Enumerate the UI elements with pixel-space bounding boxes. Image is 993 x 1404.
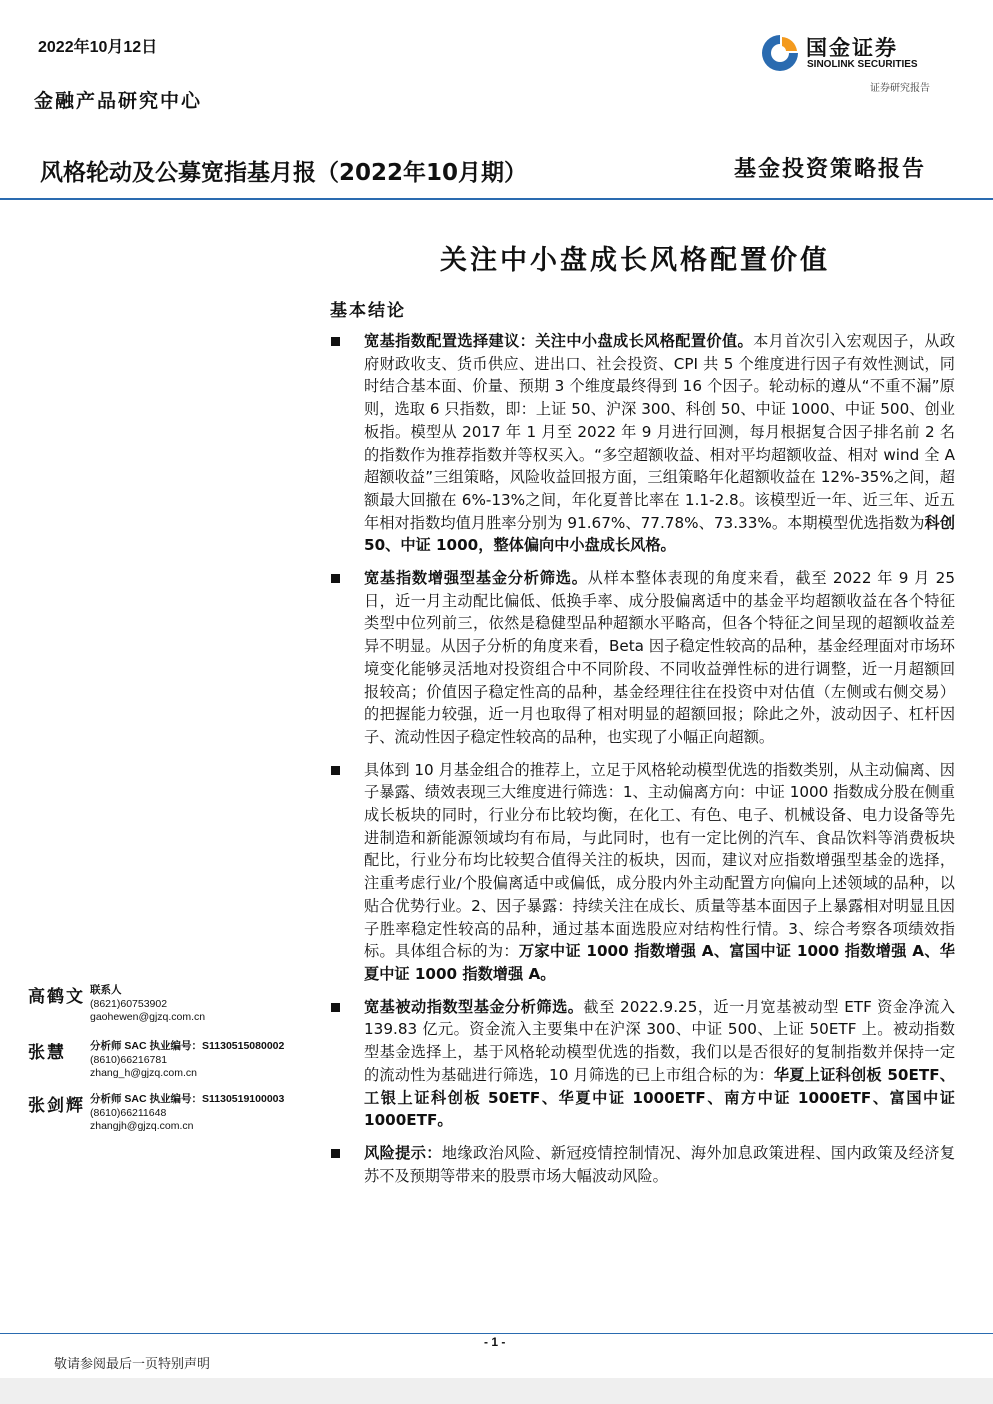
footer-divider <box>0 1333 993 1334</box>
analyst-info <box>90 1093 284 1134</box>
analyst-name: 高鹤文 <box>28 987 85 1007</box>
bullet-lead: 宽基指数增强型基金分析筛选。 <box>364 569 588 588</box>
bullet-item <box>330 1142 955 1187</box>
analyst-role: 分析师 SAC 执业编号：S1130515080002 <box>90 1040 285 1052</box>
analyst-phone: (8621)60753902 <box>90 997 168 1010</box>
bullet-body: 从样本整体表现的角度来看，截至 2022 年 9 月 25 日，近一月主动配比偏低、低换手率、成分股偏离适中的基金平均超额收益在各个特征类型中位列前三，依然是稳健型品种超额水平略高，但各个特征之间呈现的超额收益差异不明显。从因子分析的角度来看，Beta 因子稳定性较高的品种，基金经理面对市场环境变化能够灵活地对投资组合中不同阶段、不同收益弹性标的进行调整，近一月超额回报较高；价值因子稳定性高的品种，基金经理往往在投资中对估值（左侧或右侧交易）的把握能力较强，近一月也取得了相对明显的超额回报；除此之外，波动因子、杠杆因子、流动性因子稳定性较高的品种，也实现了小幅正向超额。 <box>364 569 955 746</box>
square-bullet-icon <box>331 574 340 583</box>
bullet-tail: 科创 50、中证 1000，整体偏向中小盘成长风格。 <box>364 513 956 555</box>
report-title: 风格轮动及公募宽指基月报（2022年10月期） <box>40 160 528 186</box>
bottom-band <box>0 1378 993 1404</box>
bullet-item <box>330 996 955 1132</box>
bullet-item <box>330 759 955 986</box>
bullet-body: 截至 2022.9.25，近一月宽基被动型 ETF 资金净流入 139.83 亿元。资金流入主要集中在沪深 300、中证 500、上证 50ETF 上。被动指数型基金选择上，基于风格轮动模型优选的指数，我们以是否很好的复制指数并保持一定的流动性为基础进行筛选，10 月筛选的已上市组合标的为： <box>364 997 955 1084</box>
square-bullet-icon <box>331 1003 340 1012</box>
logo-english-name: SINOLINK SECURITIES <box>807 59 918 70</box>
main-title: 关注中小盘成长风格配置价值 <box>440 245 830 276</box>
bullet-body: 具体到 10 月基金组合的推荐上，立足于风格轮动模型优选的指数类别，从主动偏离、因子暴露、绩效表现三大维度进行筛选：1、主动偏离方向：中证 1000 指数成分股在侧重成长板块的同时，行业分布比较均衡，在化工、有色、电子、机械设备、电力设备等先进制造和新能源领域均有布局，与此同时，也有一定比例的汽车、食品饮料等消费板块配比，行业分布均比较契合值得关注的板块，因而，建议对应指数增强型基金的选择，注重考虑行业/个股偏离适中或偏低，成分股内外主动配置方向偏向上述领域的品种，以贴合优势行业。2、因子暴露：持续关注在成长、质量等基本面因子上暴露相对明显且因子胜率稳定性较高的品种，通过基本面选股应对结构性行情。3、综合考察各项绩效指标。具体组合标的为： <box>364 760 955 961</box>
logo-chinese-name: 国金证券 <box>806 36 898 60</box>
bullet-tail: 华夏上证科创板 50ETF、工银上证科创板 50ETF、华夏中证 1000ETF、南方中证 1000ETF、富国中证 1000ETF。 <box>364 1065 955 1130</box>
report-date: 2022年10月12日 <box>38 39 158 56</box>
analyst-name: 张慧 <box>28 1043 66 1063</box>
header-divider <box>0 198 993 200</box>
bullet-lead: 宽基指数配置选择建议：关注中小盘成长风格配置价值。 <box>364 332 754 350</box>
analyst-info <box>90 1040 284 1081</box>
section-title: 基本结论 <box>330 301 406 321</box>
report-type: 基金投资策略报告 <box>734 156 927 182</box>
sinolink-logo-icon <box>758 32 802 74</box>
analyst-phone: (8610)66216781 <box>90 1053 168 1066</box>
conclusion-list <box>330 330 955 1197</box>
square-bullet-icon <box>331 337 340 346</box>
disclaimer-note: 敬请参阅最后一页特别声明 <box>54 1357 211 1372</box>
square-bullet-icon <box>331 1149 340 1158</box>
research-center: 金融产品研究中心 <box>34 90 203 112</box>
analyst-email: zhang_h@gjzq.com.cn <box>90 1067 197 1079</box>
bullet-item <box>330 330 955 557</box>
bullet-lead: 宽基被动指数型基金分析筛选。 <box>364 997 584 1016</box>
square-bullet-icon <box>331 766 340 775</box>
bullet-item <box>330 567 955 749</box>
company-logo <box>758 32 948 74</box>
analyst-role: 分析师 SAC 执业编号：S1130519100003 <box>90 1093 285 1105</box>
report-kind: 证券研究报告 <box>870 83 930 94</box>
analyst-email: zhangjh@gjzq.com.cn <box>90 1120 194 1132</box>
analyst-phone: (8610)66211648 <box>90 1106 167 1119</box>
analyst-email: gaohewen@gjzq.com.cn <box>90 1011 206 1023</box>
analyst-role: 联系人 <box>90 984 122 996</box>
bullet-lead: 风险提示： <box>364 1143 442 1162</box>
bullet-tail: 万家中证 1000 指数增强 A、富国中证 1000 指数增强 A、华夏中证 1000 指数增强 A。 <box>364 942 955 983</box>
analyst-name: 张剑辉 <box>28 1096 85 1116</box>
bullet-body: 本月首次引入宏观因子，从政府财政收支、货币供应、进出口、社会投资、CPI 共 5 个维度进行因子有效性测试，同时结合基本面、价量、预期 3 个维度最终得到 16 个因子。轮动标的遵从“不重不漏”原则，选取 6 只指数，即：上证 50、沪深 300、科创 50、中证 1000、中证 500、创业板指。模型从 2017 年 1 月至 2022 年 9 月进行回测，每月根据复合因子排名前 2 名的指数作为推荐指数并等权买入。“多空超额收益、相对平均超额收益、相对 wind 全 A 超额收益”三组策略，风险收益回报方面，三组策略年化超额收益在 12%-35%之间，超额最大回撤在 6%-13%之间，年化夏普比率在 1.1-2.8。该模型近一年、近三年、近五年相对指数均值月胜率分别为 91.67%、77.78%、73.33%。本期模型优选指数为 <box>364 332 955 532</box>
page-number: - 1 - <box>484 1335 506 1349</box>
analyst-info <box>90 984 205 1025</box>
bullet-body: 地缘政治风险、新冠疫情控制情况、海外加息政策进程、国内政策及经济复苏不及预期等带来的股票市场大幅波动风险。 <box>364 1143 955 1185</box>
